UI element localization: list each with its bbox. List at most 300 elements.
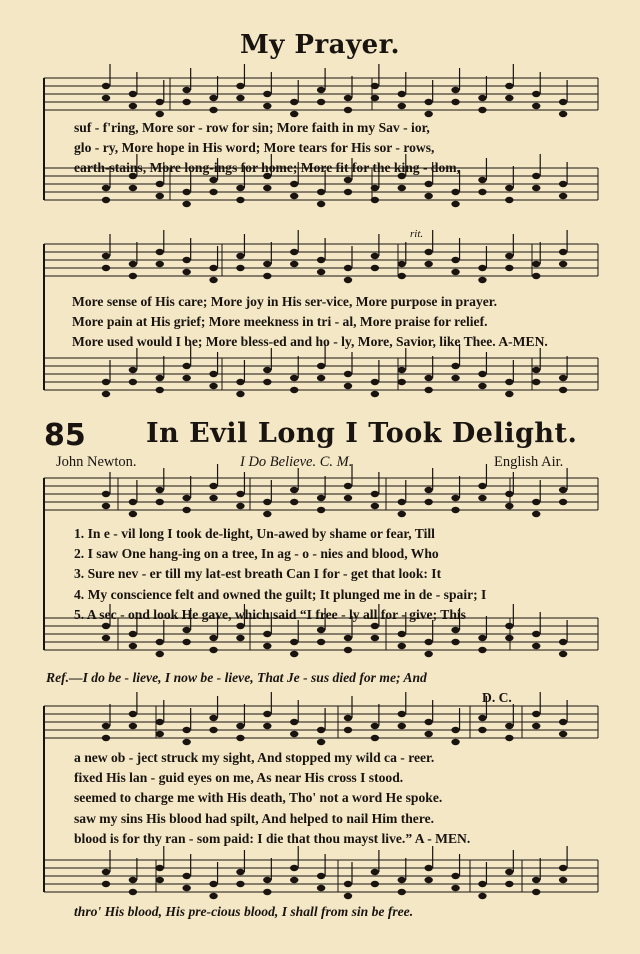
note-head xyxy=(156,111,164,117)
note-head xyxy=(478,893,486,899)
hymn85-verse-line: a new ob - ject struck my sight, And stopped my wild ca - reer. xyxy=(74,750,435,765)
note-head xyxy=(102,635,110,641)
note-head xyxy=(182,87,190,93)
note-head xyxy=(156,731,164,737)
note-head xyxy=(559,249,567,255)
note-head xyxy=(156,181,164,187)
note-head xyxy=(344,189,352,195)
hymn84-verse-line: suf - f'ring, More sor - row for sin; More faith in my Sav - ior, xyxy=(74,120,430,135)
note-head xyxy=(156,99,164,105)
ritardando-mark: rit. xyxy=(410,228,424,240)
note-head xyxy=(263,91,271,97)
note-head xyxy=(371,95,379,101)
note-head xyxy=(451,627,459,633)
note-head xyxy=(182,257,190,263)
note-head xyxy=(344,647,352,653)
hymn85-verse-line: 3. Sure nev - er till my lat-est breath Can I for - get that look: It xyxy=(74,566,442,582)
note-head xyxy=(209,371,217,377)
note-head xyxy=(209,893,217,899)
note-head xyxy=(290,181,298,187)
note-head xyxy=(424,99,432,105)
note-head xyxy=(532,631,540,637)
hymn84-verses-bottom xyxy=(72,292,548,353)
note-head xyxy=(102,265,110,271)
note-head xyxy=(478,647,486,653)
note-head xyxy=(290,639,298,645)
note-head xyxy=(559,487,567,493)
note-head xyxy=(290,877,298,883)
note-head xyxy=(559,877,567,883)
note-head xyxy=(371,253,379,259)
hymn-number: 85 xyxy=(44,418,86,453)
note-head xyxy=(209,95,217,101)
note-head xyxy=(478,635,486,641)
note-head xyxy=(263,511,271,517)
note-head xyxy=(317,363,325,369)
note-head xyxy=(263,379,271,385)
note-head xyxy=(478,189,486,195)
note-head xyxy=(182,627,190,633)
note-head xyxy=(398,261,406,267)
note-head xyxy=(129,261,137,267)
note-head xyxy=(532,261,540,267)
note-head xyxy=(156,487,164,493)
note-head xyxy=(398,103,406,109)
note-head xyxy=(451,189,459,195)
note-head xyxy=(290,487,298,493)
note-head xyxy=(182,885,190,891)
note-head xyxy=(317,99,325,105)
note-head xyxy=(209,383,217,389)
hymn84-verse-line: More used would I be; More bless-ed and ho - ly, More, Savior, like Thee. A-MEN. xyxy=(72,334,548,350)
note-head xyxy=(344,383,352,389)
note-head xyxy=(317,201,325,207)
note-head xyxy=(129,711,137,717)
note-head xyxy=(236,83,244,89)
note-head xyxy=(478,727,486,733)
note-head xyxy=(371,379,379,385)
note-head xyxy=(451,87,459,93)
note-head xyxy=(236,185,244,191)
note-head xyxy=(317,257,325,263)
hymn85-verse-line: blood is for thy ran - som paid: I die that thou mayst live.” A - MEN. xyxy=(74,830,471,846)
note-head xyxy=(505,503,513,509)
note-head xyxy=(451,739,459,745)
hymn-title-in-evil: In Evil Long I Took Delight. xyxy=(146,418,578,449)
hymn85-verse-line: saw my sins His blood had spilt, And helped to nail Him there. xyxy=(74,810,435,826)
note-head xyxy=(424,261,432,267)
note-head xyxy=(317,627,325,633)
note-head xyxy=(102,95,110,101)
note-head xyxy=(451,495,459,501)
note-head xyxy=(263,103,271,109)
note-head xyxy=(505,185,513,191)
note-head xyxy=(424,487,432,493)
note-head xyxy=(478,881,486,887)
note-head xyxy=(236,391,244,397)
refrain-line-1: Ref.—I do be - lieve, I now be - lieve, That Je - sus died for me; And xyxy=(46,670,427,685)
note-head xyxy=(263,889,271,895)
note-head xyxy=(129,379,137,385)
note-head xyxy=(532,877,540,883)
note-head xyxy=(102,391,110,397)
note-head xyxy=(317,189,325,195)
note-head xyxy=(102,735,110,741)
note-head xyxy=(182,873,190,879)
note-head xyxy=(317,873,325,879)
note-head xyxy=(398,643,406,649)
note-head xyxy=(182,727,190,733)
note-head xyxy=(398,889,406,895)
note-head xyxy=(290,499,298,505)
note-head xyxy=(371,723,379,729)
note-head xyxy=(505,635,513,641)
note-head xyxy=(209,647,217,653)
note-head xyxy=(317,269,325,275)
note-head xyxy=(236,635,244,641)
note-head xyxy=(236,735,244,741)
hymn-title-my-prayer: My Prayer. xyxy=(239,30,401,60)
note-head xyxy=(344,893,352,899)
note-head xyxy=(398,877,406,883)
note-head xyxy=(559,651,567,657)
note-head xyxy=(532,367,540,373)
note-head xyxy=(290,111,298,117)
note-head xyxy=(532,889,540,895)
note-head xyxy=(505,391,513,397)
note-head xyxy=(156,651,164,657)
note-head xyxy=(478,495,486,501)
note-head xyxy=(424,877,432,883)
note-head xyxy=(317,639,325,645)
note-head xyxy=(371,185,379,191)
note-head xyxy=(532,711,540,717)
note-head xyxy=(424,651,432,657)
note-head xyxy=(424,719,432,725)
note-head xyxy=(290,261,298,267)
note-head xyxy=(156,249,164,255)
note-head xyxy=(559,719,567,725)
note-head xyxy=(559,387,567,393)
note-head xyxy=(505,83,513,89)
hymn-author: John Newton. xyxy=(56,454,137,470)
note-head xyxy=(398,91,406,97)
note-head xyxy=(478,107,486,113)
note-head xyxy=(129,889,137,895)
note-head xyxy=(182,739,190,745)
note-head xyxy=(209,635,217,641)
note-head xyxy=(263,499,271,505)
note-head xyxy=(424,639,432,645)
note-head xyxy=(182,495,190,501)
note-head xyxy=(156,719,164,725)
note-head xyxy=(129,643,137,649)
note-head xyxy=(451,363,459,369)
note-head xyxy=(344,715,352,721)
hymn-tune: I Do Believe. C. M. xyxy=(240,454,353,470)
note-head xyxy=(424,375,432,381)
note-head xyxy=(505,881,513,887)
note-head xyxy=(344,495,352,501)
note-head xyxy=(505,265,513,271)
note-head xyxy=(263,877,271,883)
note-head xyxy=(236,253,244,259)
hymn85-verse-line: 1. In e - vil long I took de-light, Un-awed by shame or fear, Till xyxy=(74,526,435,541)
note-head xyxy=(478,265,486,271)
note-head xyxy=(344,277,352,283)
note-head xyxy=(290,249,298,255)
note-head xyxy=(559,111,567,117)
note-head xyxy=(209,107,217,113)
hymn-composer: English Air. xyxy=(494,454,564,470)
note-head xyxy=(451,639,459,645)
note-head xyxy=(317,375,325,381)
note-head xyxy=(559,731,567,737)
note-head xyxy=(451,885,459,891)
note-head xyxy=(263,261,271,267)
note-head xyxy=(129,103,137,109)
note-head xyxy=(478,715,486,721)
note-head xyxy=(424,249,432,255)
note-head xyxy=(532,499,540,505)
hymn85-verse-line: 5. A sec - ond look He gave, which said “I free - ly all for - give; This xyxy=(74,606,466,622)
note-head xyxy=(478,371,486,377)
note-head xyxy=(398,711,406,717)
note-head xyxy=(424,731,432,737)
note-head xyxy=(209,881,217,887)
note-head xyxy=(505,197,513,203)
note-head xyxy=(505,723,513,729)
note-head xyxy=(505,95,513,101)
note-head xyxy=(182,375,190,381)
note-head xyxy=(559,181,567,187)
note-head xyxy=(209,495,217,501)
note-head xyxy=(156,877,164,883)
hymn85-verse-line: fixed His lan - guid eyes on me, As near His cross I stood. xyxy=(74,770,404,786)
hymn84-verses-top xyxy=(74,118,460,179)
note-head xyxy=(478,177,486,183)
note-head xyxy=(505,379,513,385)
note-head xyxy=(532,91,540,97)
note-head xyxy=(102,723,110,729)
note-head xyxy=(182,507,190,513)
note-head xyxy=(263,273,271,279)
note-head xyxy=(129,273,137,279)
note-head xyxy=(478,483,486,489)
note-head xyxy=(317,495,325,501)
hymn85-verse-line: 4. My conscience felt and owned the guilt; It plunged me in de - spair; I xyxy=(74,586,487,602)
note-head xyxy=(129,631,137,637)
note-head xyxy=(209,265,217,271)
note-head xyxy=(156,261,164,267)
note-head xyxy=(505,623,513,629)
da-capo-mark: D. C. xyxy=(482,690,512,705)
note-head xyxy=(102,197,110,203)
note-head xyxy=(290,651,298,657)
note-head xyxy=(236,503,244,509)
hymn84-verse-line: glo - ry, More hope in His word; More tears for His sor - rows, xyxy=(74,140,435,156)
note-head xyxy=(451,873,459,879)
note-head xyxy=(102,881,110,887)
note-head xyxy=(532,723,540,729)
note-head xyxy=(236,881,244,887)
note-head xyxy=(182,269,190,275)
note-head xyxy=(424,181,432,187)
note-head xyxy=(532,103,540,109)
note-head xyxy=(102,83,110,89)
note-head xyxy=(290,731,298,737)
note-head xyxy=(156,865,164,871)
note-head xyxy=(424,387,432,393)
refrain-line-2: thro' His blood, His pre-cious blood, I shall from sin be free. xyxy=(74,904,414,919)
note-head xyxy=(532,185,540,191)
note-head xyxy=(559,375,567,381)
note-head xyxy=(424,499,432,505)
note-head xyxy=(451,727,459,733)
note-head xyxy=(156,193,164,199)
note-head xyxy=(371,735,379,741)
note-head xyxy=(156,387,164,393)
note-head xyxy=(129,511,137,517)
note-head xyxy=(505,735,513,741)
hymn85-verses-bottom xyxy=(74,748,470,849)
note-head xyxy=(263,643,271,649)
note-head xyxy=(102,503,110,509)
note-head xyxy=(129,185,137,191)
hymn84-verse-line: earth-stains, More long-ings for home; More fit for the king - dom, xyxy=(74,160,460,176)
note-head xyxy=(156,375,164,381)
note-head xyxy=(129,91,137,97)
note-head xyxy=(398,379,406,385)
note-head xyxy=(317,507,325,513)
note-head xyxy=(398,367,406,373)
note-head xyxy=(532,511,540,517)
note-head xyxy=(559,499,567,505)
note-head xyxy=(263,711,271,717)
note-head xyxy=(129,367,137,373)
note-head xyxy=(236,379,244,385)
note-head xyxy=(344,265,352,271)
note-head xyxy=(371,83,379,89)
note-head xyxy=(344,727,352,733)
note-head xyxy=(559,865,567,871)
note-head xyxy=(102,379,110,385)
note-head xyxy=(290,719,298,725)
note-head xyxy=(182,201,190,207)
note-head xyxy=(532,273,540,279)
note-head xyxy=(102,491,110,497)
note-head xyxy=(398,631,406,637)
note-head xyxy=(398,499,406,505)
note-head xyxy=(478,95,486,101)
note-head xyxy=(371,881,379,887)
note-head xyxy=(317,739,325,745)
hymn85-verse-line: 2. I saw One hang-ing on a tree, In ag - o - nies and blood, Who xyxy=(74,546,439,562)
note-head xyxy=(505,491,513,497)
note-head xyxy=(505,869,513,875)
note-head xyxy=(290,865,298,871)
note-head xyxy=(344,95,352,101)
note-head xyxy=(371,503,379,509)
note-head xyxy=(317,87,325,93)
note-head xyxy=(317,727,325,733)
note-head xyxy=(209,727,217,733)
note-head xyxy=(371,391,379,397)
note-head xyxy=(156,499,164,505)
note-head xyxy=(505,253,513,259)
note-head xyxy=(344,483,352,489)
note-head xyxy=(559,261,567,267)
note-head xyxy=(129,877,137,883)
note-head xyxy=(317,885,325,891)
note-head xyxy=(209,715,217,721)
note-head xyxy=(129,499,137,505)
note-head xyxy=(290,387,298,393)
note-head xyxy=(263,185,271,191)
note-head xyxy=(236,265,244,271)
note-head xyxy=(182,99,190,105)
note-head xyxy=(209,277,217,283)
note-head xyxy=(478,383,486,389)
note-head xyxy=(156,639,164,645)
note-head xyxy=(398,723,406,729)
note-head xyxy=(290,375,298,381)
note-head xyxy=(451,507,459,513)
note-head xyxy=(424,111,432,117)
note-head xyxy=(236,491,244,497)
note-head xyxy=(182,363,190,369)
hymn85-verse-line: seemed to charge me with His death, Tho' not a word He spoke. xyxy=(74,790,443,806)
note-head xyxy=(532,643,540,649)
note-head xyxy=(263,367,271,373)
note-head xyxy=(102,869,110,875)
note-head xyxy=(236,95,244,101)
note-head xyxy=(371,491,379,497)
note-head xyxy=(344,635,352,641)
note-head xyxy=(478,277,486,283)
hymn84-verse-line: More pain at His grief; More meekness in tri - al, More praise for relief. xyxy=(72,314,488,330)
note-head xyxy=(236,197,244,203)
note-head xyxy=(532,173,540,179)
note-head xyxy=(398,511,406,517)
note-head xyxy=(532,379,540,385)
note-head xyxy=(102,253,110,259)
note-head xyxy=(102,185,110,191)
note-head xyxy=(209,189,217,195)
note-head xyxy=(559,99,567,105)
note-head xyxy=(559,193,567,199)
note-head xyxy=(371,265,379,271)
note-head xyxy=(398,185,406,191)
note-head xyxy=(344,371,352,377)
note-head xyxy=(424,193,432,199)
note-head xyxy=(398,273,406,279)
note-head xyxy=(209,483,217,489)
note-head xyxy=(371,197,379,203)
note-head xyxy=(290,193,298,199)
note-head xyxy=(451,269,459,275)
note-head xyxy=(424,865,432,871)
hymn85-verses-top xyxy=(74,524,486,625)
note-head xyxy=(263,631,271,637)
note-head xyxy=(236,723,244,729)
note-head xyxy=(451,99,459,105)
hymn84-verse-line: More sense of His care; More joy in His ser-vice, More purpose in prayer. xyxy=(72,294,497,309)
note-head xyxy=(371,869,379,875)
note-head xyxy=(451,257,459,263)
note-head xyxy=(263,723,271,729)
note-head xyxy=(129,723,137,729)
